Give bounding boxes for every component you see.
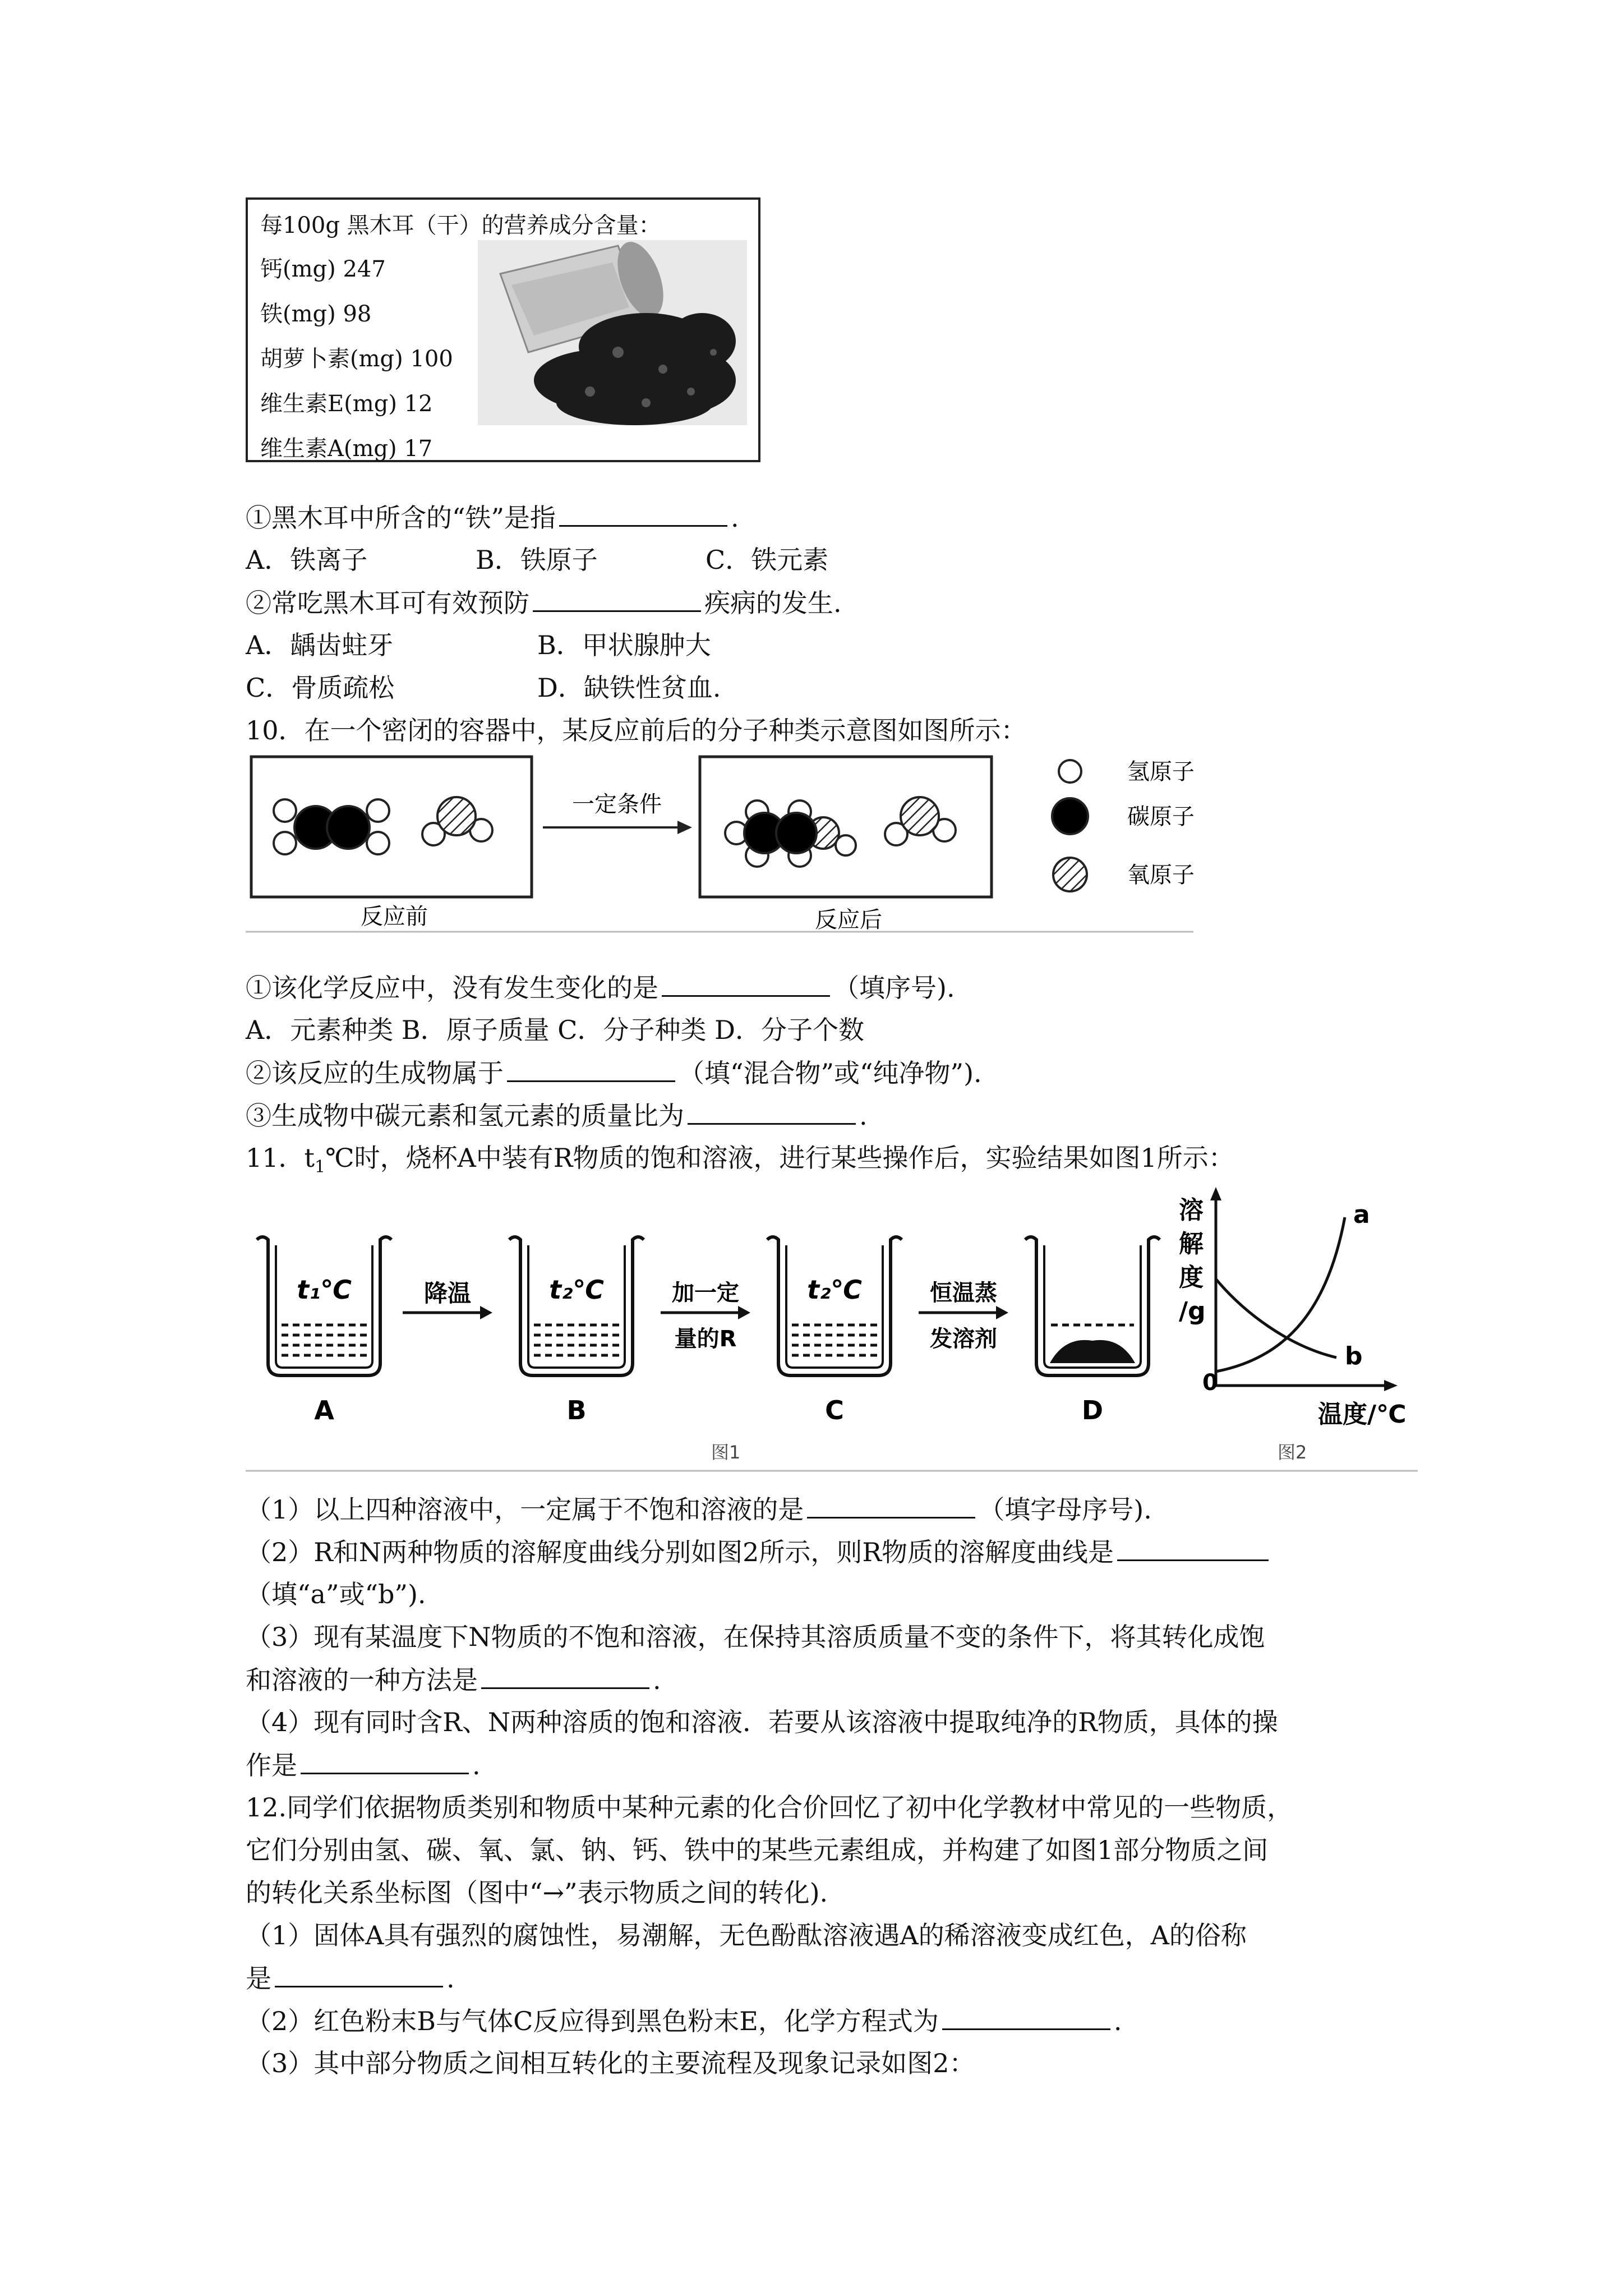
q11-part2: （2）R和N两种物质的溶解度曲线分别如图2所示，则R物质的溶解度曲线是 <box>246 1535 1272 1569</box>
legend-label: 氧原子 <box>1127 862 1195 888</box>
ethylene-molecule <box>274 799 389 854</box>
beaker-label: D <box>1081 1395 1104 1425</box>
nutrition-item: 维生素E(mg) 12 <box>260 391 433 417</box>
beaker-temp: t₂℃ <box>807 1274 862 1305</box>
q11-part4: （4）现有同时含R、N两种溶质的饱和溶液．若要从该溶液中提取纯净的R物质，具体的操 <box>246 1707 1278 1737</box>
q11-part3: （3）现有某温度下N物质的不饱和溶液，在保持其溶质质量不变的条件下，将其转化成饱 <box>246 1622 1265 1652</box>
nutrition-figure <box>246 197 760 462</box>
answer-blank[interactable] <box>807 1492 975 1519</box>
curve-b-label: b <box>1345 1342 1363 1370</box>
process-arrow <box>919 1280 1008 1352</box>
origin-label: 0 <box>1202 1370 1218 1396</box>
q11-part3-cont: 和溶液的一种方法是 . <box>246 1663 661 1697</box>
water-molecule <box>422 797 492 845</box>
q12-part3: （3）其中部分物质之间相互转化的主要流程及现象记录如图2： <box>246 2048 975 2078</box>
option: B．甲状腺肿大 <box>537 630 711 660</box>
beaker <box>509 1237 644 1425</box>
beaker-label: B <box>566 1395 587 1425</box>
ethanol-molecule <box>725 800 856 867</box>
process-arrow <box>661 1280 750 1352</box>
process-arrow <box>403 1280 492 1319</box>
answer-blank[interactable] <box>688 1098 856 1125</box>
answer-blank[interactable] <box>275 1961 443 1987</box>
answer-blank[interactable] <box>559 500 727 527</box>
answer-blank[interactable] <box>533 586 701 612</box>
beaker <box>1025 1237 1160 1425</box>
nutrition-item: 维生素A(mg) 17 <box>260 436 433 462</box>
q9-part2: ②常吃黑木耳可有效预防 疾病的发生. <box>246 586 842 620</box>
legend-label: 碳原子 <box>1127 804 1195 830</box>
beaker <box>767 1237 902 1425</box>
ylabel-char: /g <box>1179 1297 1206 1326</box>
q12-stem: 它们分别由氢、碳、氧、氯、钠、钙、铁中的某些元素组成，并构建了如图1部分物质之间 <box>246 1835 1269 1865</box>
arrow-label: 降温 <box>423 1280 472 1307</box>
q10-stem: 10．在一个密闭的容器中，某反应前后的分子种类示意图如图所示： <box>246 715 1027 746</box>
option: C．骨质疏松 <box>246 673 395 703</box>
answer-blank[interactable] <box>942 2004 1110 2030</box>
solubility-graph <box>1179 1187 1406 1429</box>
hydrogen-atom-icon <box>1059 760 1081 783</box>
q11-part4-cont: 作是 . <box>246 1748 481 1782</box>
beaker-label: C <box>825 1395 844 1425</box>
option: D．缺铁性贫血. <box>537 673 721 703</box>
before-label: 反应前 <box>361 904 428 930</box>
beaker-label: A <box>314 1395 334 1425</box>
q9-part1: ①黑木耳中所含的“铁”是指 . <box>246 500 739 535</box>
molecule-diagram <box>246 749 1199 940</box>
answer-blank[interactable] <box>301 1748 469 1774</box>
nutrition-item: 钙(mg) 247 <box>260 256 386 282</box>
option: C．铁元素 <box>706 545 829 575</box>
arrow-label: 恒温蒸 <box>930 1280 997 1306</box>
beaker <box>257 1237 391 1425</box>
q10-part2: ②该反应的生成物属于 （填“混合物”或“纯净物”). <box>246 1056 982 1090</box>
q12-part1: （1）固体A具有强烈的腐蚀性，易潮解，无色酚酞溶液遇A的稀溶液变成红色，A的俗称 <box>246 1920 1247 1950</box>
arrow-label: 量的R <box>674 1326 737 1352</box>
carbon-atom-icon <box>1052 798 1088 834</box>
fig2-caption: 图2 <box>1278 1442 1307 1463</box>
arrow-label: 发溶剂 <box>930 1326 997 1352</box>
answer-blank[interactable] <box>481 1663 649 1689</box>
curve-a <box>1216 1217 1345 1372</box>
ylabel-char: 解 <box>1179 1230 1204 1258</box>
q11-part2-cont: （填“a”或“b”). <box>246 1579 426 1609</box>
ylabel-char: 溶 <box>1179 1196 1204 1225</box>
water-molecule <box>885 797 956 845</box>
legend <box>1052 760 1088 891</box>
q12-part2: （2）红色粉末B与气体C反应得到黑色粉末E，化学方程式为 . <box>246 2004 1122 2038</box>
ylabel-char: 度 <box>1179 1263 1204 1292</box>
beaker-temp: t₁℃ <box>297 1274 352 1305</box>
arrow-label: 加一定 <box>672 1280 739 1306</box>
option: A．龋齿蛀牙 <box>246 630 394 660</box>
q12-stem: 的转化关系坐标图（图中“→”表示物质之间的转化). <box>246 1878 828 1908</box>
beaker-temp: t₂℃ <box>549 1274 604 1305</box>
arrow-label: 一定条件 <box>572 792 662 817</box>
answer-blank[interactable] <box>1117 1535 1269 1561</box>
nutrition-item: 胡萝卜素(mg) 100 <box>260 346 453 372</box>
nutrition-item: 铁(mg) 98 <box>260 301 372 327</box>
oxygen-atom-icon <box>1053 858 1087 891</box>
xlabel: 温度/℃ <box>1318 1400 1407 1429</box>
q11-stem: 11．$t_1℃$时，烧杯A中装有R物质的饱和溶液，进行某些操作后，实验结果如图1所示： <box>246 1143 1234 1177</box>
option: A．铁离子 <box>246 545 368 575</box>
q12-part1-cont: 是 . <box>246 1961 455 1995</box>
q10-part3: ③生成物中碳元素和氢元素的质量比为 . <box>246 1098 868 1133</box>
black-fungus-photo <box>478 240 747 425</box>
legend-label: 氢原子 <box>1127 759 1195 785</box>
fig1-caption: 图1 <box>711 1442 741 1463</box>
q12-stem: 12.同学们依据物质类别和物质中某种元素的化合价回忆了初中化学教材中常见的一些物质， <box>246 1792 1293 1823</box>
nutrition-title: 每100g 黑木耳（干）的营养成分含量： <box>260 213 661 238</box>
option: B．铁原子 <box>476 545 598 575</box>
q11-part1: （1）以上四种溶液中，一定属于不饱和溶液的是 （填字母序号). <box>246 1492 1152 1526</box>
q10-part1-options: A．元素种类 B．原子质量 C．分子种类 D．分子个数 <box>246 1015 864 1045</box>
curve-a-label: a <box>1353 1200 1370 1229</box>
q10-part1: ①该化学反应中，没有发生变化的是 （填序号). <box>246 970 955 1005</box>
experiment-figure <box>246 1178 1423 1475</box>
answer-blank[interactable] <box>507 1056 675 1082</box>
after-label: 反应后 <box>815 907 882 933</box>
answer-blank[interactable] <box>662 970 830 997</box>
